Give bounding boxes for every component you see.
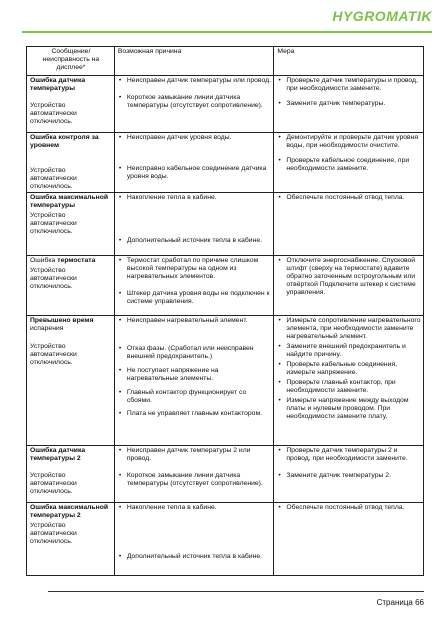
message-sub: Устройство автоматически отключилось.	[30, 522, 77, 546]
list-item: • Замените датчик температуры.	[277, 100, 421, 108]
message-sub: Устройство автоматически отключилось.	[30, 267, 77, 291]
table-row	[27, 446, 424, 503]
list-item: • Отказ фазы. (Сработал или неисправен внешний предохранитель.)	[118, 345, 272, 361]
message-title: Ошибка максимальной температуры 2	[30, 504, 109, 520]
message-sub: Устройство автоматически отключилось.	[30, 102, 77, 126]
header-message: Сообщение/ неисправность на дисплее*	[27, 47, 115, 76]
message-cell	[27, 503, 115, 576]
table-row	[27, 316, 424, 446]
cause-cell	[114, 76, 274, 133]
list-item: • Демонтируйте и проверьте датчик уровня воды, при необходимости очистите.	[277, 134, 421, 150]
list-item: • Накопление тепла в кабине.	[118, 504, 272, 512]
header-action: Мера	[274, 47, 424, 76]
list-item: • Обеспечьте постоянный отвод тепла.	[277, 504, 421, 512]
message-title-plain: Ошибка	[30, 257, 58, 265]
cause-cell	[114, 503, 274, 576]
table-row	[27, 503, 424, 576]
table-row	[27, 133, 424, 193]
list-item: • Дополнительный источник тепла в кабине.	[118, 553, 272, 561]
table-header-row	[27, 47, 424, 76]
message-cell	[27, 256, 115, 316]
cause-cell	[114, 133, 274, 193]
cause-cell	[114, 316, 274, 446]
footer-rule	[48, 591, 424, 592]
message-title: Ошибка датчика температуры	[30, 77, 86, 93]
list-item: • Отключите энергоснабжение. Спусковой штифт (сверху на термостате) вдавите обратно заточенным остроугольным или отвёрткой Подключите штекер к системе управления.	[277, 257, 421, 297]
list-item: • Неисправен датчик температуры или провод.	[118, 77, 272, 85]
message-sub: Устройство автоматически отключилось.	[30, 472, 77, 496]
message-title-bold: термостата	[57, 257, 96, 265]
list-item: • Неисправен нагревательный элемент.	[118, 317, 272, 325]
message-title-line2: испарения	[30, 325, 64, 333]
list-item: • Проверьте датчик температуры 2 и провод, при необходимости замените.	[277, 447, 421, 463]
list-item: • Замените датчик температуры 2.	[277, 472, 421, 480]
list-item: • Неисправно кабельное соединение датчика уровня воды.	[118, 165, 272, 181]
list-item: • Проверьте датчик температуры и провод, при необходимости замените.	[277, 77, 421, 93]
table-row	[27, 256, 424, 316]
action-cell	[274, 76, 424, 133]
hygromatik-logo	[332, 8, 432, 26]
list-item: • Проверьте кабельное соединение, при необходимости замените.	[277, 157, 421, 173]
message-title: Превышено время	[30, 317, 94, 325]
list-item: • Проверьте кабельные соединения, измерьте напряжение.	[277, 361, 421, 377]
header-cause: Возможная причина	[114, 47, 274, 76]
cause-cell	[114, 193, 274, 256]
cause-cell	[114, 446, 274, 503]
list-item: • Обеспечьте постоянный отвод тепла.	[277, 194, 421, 202]
message-title: Ошибка датчика температуры 2	[30, 447, 86, 463]
list-item: • Замените внешний предохранитель и найдите причину.	[277, 343, 421, 359]
message-sub: Устройство автоматически отключилось.	[30, 343, 77, 367]
action-cell	[274, 446, 424, 503]
logo-part-matik: MATIK	[386, 8, 432, 24]
table-row	[27, 193, 424, 256]
message-cell	[27, 133, 115, 193]
list-item: • Дополнительный источник тепла в кабине.	[118, 237, 272, 245]
list-item: • Термостат сработал по причине слишком высокой температуры на одном из нагревательных элементов.	[118, 257, 272, 281]
message-cell	[27, 76, 115, 133]
list-item: • Не поступает напряжение на нагревательные элементы.	[118, 367, 272, 383]
logo-part-hygro: HYGRO	[332, 8, 387, 24]
list-item: • Неисправен датчик температуры 2 или провод.	[118, 447, 272, 463]
message-cell	[27, 446, 115, 503]
action-cell	[274, 193, 424, 256]
page-number: Страница 66	[376, 598, 424, 607]
message-title	[30, 257, 112, 265]
list-item: • Главный контактор функционирует со сбоями.	[118, 389, 272, 405]
message-sub: Устройство автоматически отключилось.	[30, 167, 77, 191]
cause-cell	[114, 256, 274, 316]
message-title: Ошибка максимальной температуры	[30, 194, 109, 210]
action-cell	[274, 503, 424, 576]
message-cell	[27, 316, 115, 446]
action-cell	[274, 256, 424, 316]
table-row	[27, 76, 424, 133]
troubleshooting-table	[26, 46, 424, 576]
list-item: • Неисправен датчик уровня воды.	[118, 134, 272, 142]
list-item: • Короткое замыкание линии датчика температуры (отсутствует сопротивление).	[118, 472, 272, 488]
list-item: • Проверьте главный контактор, при необходимости замените.	[277, 379, 421, 395]
message-title: Ошибка контроля за уровнем	[30, 134, 99, 150]
action-cell	[274, 316, 424, 446]
message-sub: Устройство автоматически отключилось.	[30, 212, 77, 236]
list-item: • Накопление тепла в кабине.	[118, 194, 272, 202]
list-item: • Измерьте напряжение между выходом платы и нулевым проводом. При необходимости замените плату.	[277, 397, 421, 421]
message-cell	[27, 193, 115, 256]
list-item: • Короткое замыкание линии датчика температуры (отсутствует сопротивление).	[118, 94, 272, 110]
action-cell	[274, 133, 424, 193]
header-rule	[22, 31, 432, 33]
list-item: • Штекер датчика уровня воды не подключен к системе управления.	[118, 290, 272, 306]
list-item: • Измерьте сопротивление нагревательного элемента, при необходимости замените нагревательный элемент.	[277, 317, 421, 341]
list-item: • Плата не управляет главным контактором.	[118, 410, 272, 418]
